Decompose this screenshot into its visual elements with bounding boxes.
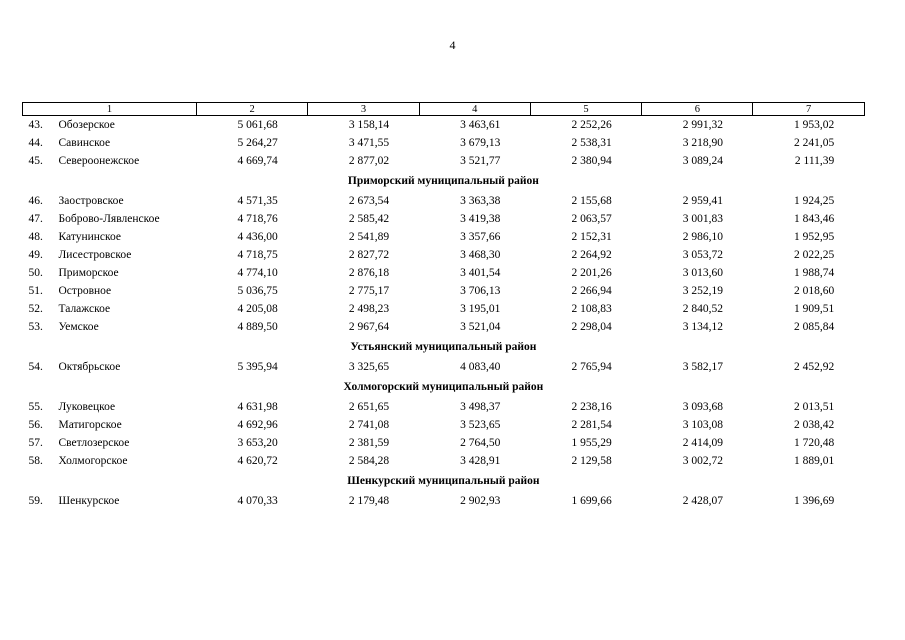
table-row [23, 452, 865, 470]
value-cell: 2 452,92 [794, 361, 835, 373]
value-cell: 1 952,95 [794, 231, 835, 243]
value-cell: 3 463,61 [460, 119, 501, 131]
value-cell: 3 093,68 [682, 401, 723, 413]
row-number: 49. [28, 249, 43, 261]
settlement-cell [23, 300, 197, 318]
row-number: 57. [28, 437, 43, 449]
column-header: 2 [197, 103, 308, 116]
value-cell: 2 238,16 [571, 401, 612, 413]
value-cell: 2 741,08 [348, 419, 390, 431]
value-cell: 2 281,54 [571, 419, 612, 431]
value-cell: 1 909,51 [794, 303, 835, 315]
value-cell: 2 498,23 [348, 303, 390, 315]
table-row [23, 246, 865, 264]
value-cell: 3 002,72 [682, 455, 723, 467]
value-cell: 3 089,24 [682, 155, 723, 167]
value-cell: 2 538,31 [571, 137, 612, 149]
value-cell: 3 013,60 [682, 267, 723, 279]
value-cell: 3 103,08 [682, 419, 723, 431]
value-cell: 3 521,04 [460, 321, 501, 333]
table-row [23, 192, 865, 210]
value-cell: 2 986,10 [682, 231, 723, 243]
row-number: 47. [28, 213, 43, 225]
value-cell: 2 381,59 [348, 437, 390, 449]
value-cell: 4 669,74 [237, 155, 278, 167]
value-cell: 5 395,94 [237, 361, 278, 373]
value-cell: 3 218,90 [682, 137, 723, 149]
table-row [23, 264, 865, 282]
value-cell: 3 706,13 [460, 285, 501, 297]
section-row [23, 376, 865, 398]
column-header: 5 [530, 103, 641, 116]
table-body [23, 116, 865, 511]
settlement-name: Заостровское [58, 195, 124, 207]
value-cell: 3 158,14 [348, 119, 390, 131]
value-cell: 2 673,54 [348, 195, 390, 207]
value-cell: 4 571,35 [237, 195, 278, 207]
section-row [23, 170, 865, 192]
value-cell: 3 357,66 [460, 231, 501, 243]
settlement-cell [23, 492, 197, 510]
section-title: Холмогорский муниципальный район [343, 381, 544, 393]
settlement-name: Лисестровское [58, 249, 132, 261]
value-cell: 1 953,02 [794, 119, 835, 131]
table-row [23, 228, 865, 246]
value-cell: 4 070,33 [237, 495, 278, 507]
value-cell: 3 325,65 [348, 361, 390, 373]
settlement-name: Светлозерское [58, 437, 130, 449]
table-row [23, 282, 865, 300]
table-row [23, 134, 865, 152]
value-cell: 4 083,40 [460, 361, 501, 373]
value-cell: 2 129,58 [571, 455, 612, 467]
value-cell: 3 001,83 [682, 213, 723, 225]
value-cell: 2 111,39 [794, 155, 835, 167]
value-cell: 4 692,96 [237, 419, 278, 431]
table-row [23, 398, 865, 416]
table-row [23, 358, 865, 376]
row-number: 45. [28, 155, 43, 167]
value-cell: 2 264,92 [571, 249, 612, 261]
value-cell: 4 718,75 [237, 249, 278, 261]
column-header: 4 [419, 103, 530, 116]
value-cell: 4 774,10 [237, 267, 278, 279]
settlement-name: Боброво-Лявленское [58, 213, 160, 225]
table-row [23, 416, 865, 434]
table-row [23, 300, 865, 318]
value-cell: 4 889,50 [237, 321, 278, 333]
column-header: 3 [308, 103, 419, 116]
row-number: 44. [28, 137, 43, 149]
value-cell: 2 991,32 [682, 119, 723, 131]
value-cell: 2 428,07 [682, 495, 723, 507]
section-title: Устьянский муниципальный район [350, 341, 537, 353]
data-table [22, 102, 865, 510]
value-cell: 2 840,52 [682, 303, 723, 315]
settlement-name: Октябрьское [58, 361, 121, 373]
section-row [23, 336, 865, 358]
value-cell: 2 013,51 [794, 401, 835, 413]
row-number: 56. [28, 419, 43, 431]
value-cell: 2 179,48 [348, 495, 390, 507]
row-number: 53. [28, 321, 43, 333]
value-cell: 2 022,25 [794, 249, 835, 261]
value-cell: 2 241,05 [794, 137, 835, 149]
value-cell: 3 679,13 [460, 137, 501, 149]
settlement-name: Островное [58, 285, 112, 297]
page-number: 4 [449, 38, 456, 52]
row-number: 48. [28, 231, 43, 243]
value-cell: 5 036,75 [237, 285, 278, 297]
header-row [23, 103, 865, 116]
settlement-name: Савинское [58, 137, 111, 149]
value-cell: 5 061,68 [237, 119, 278, 131]
settlement-cell [23, 116, 197, 135]
column-header: 1 [23, 103, 197, 116]
value-cell: 2 959,41 [682, 195, 723, 207]
section-title: Шенкурский муниципальный район [347, 475, 540, 487]
section-title: Приморский муниципальный район [347, 175, 539, 187]
value-cell: 2 266,94 [571, 285, 612, 297]
value-cell: 2 414,09 [682, 437, 723, 449]
value-cell: 3 419,38 [460, 213, 501, 225]
settlement-cell [23, 228, 197, 246]
settlement-name: Приморское [58, 267, 119, 279]
value-cell: 2 155,68 [571, 195, 612, 207]
settlement-cell [23, 318, 197, 336]
value-cell: 2 876,18 [348, 267, 390, 279]
value-cell: 4 631,98 [237, 401, 278, 413]
value-cell: 1 843,46 [794, 213, 835, 225]
settlement-cell [23, 416, 197, 434]
value-cell: 2 877,02 [348, 155, 390, 167]
row-number: 55. [28, 401, 43, 413]
value-cell: 3 468,30 [460, 249, 501, 261]
value-cell: 2 651,65 [348, 401, 390, 413]
settlement-cell [23, 264, 197, 282]
value-cell: 1 699,66 [571, 495, 612, 507]
value-cell: 2 827,72 [348, 249, 390, 261]
row-number: 54. [28, 361, 43, 373]
value-cell: 1 988,74 [794, 267, 835, 279]
settlement-cell [23, 452, 197, 470]
table-row [23, 210, 865, 228]
row-number: 52. [28, 303, 43, 315]
value-cell: 1 720,48 [794, 437, 835, 449]
value-cell: 1 396,69 [794, 495, 835, 507]
value-cell: 2 585,42 [348, 213, 390, 225]
value-cell: 1 924,25 [794, 195, 835, 207]
value-cell: 2 063,57 [571, 213, 612, 225]
table-row [23, 492, 865, 510]
row-number: 46. [28, 195, 43, 207]
value-cell: 2 018,60 [794, 285, 835, 297]
value-cell: 2 584,28 [348, 455, 390, 467]
value-cell: 3 195,01 [460, 303, 501, 315]
value-cell: 3 363,38 [460, 195, 501, 207]
settlement-name: Луковецкое [58, 401, 116, 413]
table-row [23, 318, 865, 336]
value-cell: 3 582,17 [682, 361, 723, 373]
value-cell: 2 085,84 [794, 321, 835, 333]
value-cell: 2 152,31 [571, 231, 612, 243]
value-cell: 2 108,83 [571, 303, 612, 315]
row-number: 51. [28, 285, 43, 297]
value-cell: 2 902,93 [460, 495, 501, 507]
settlement-cell [23, 246, 197, 264]
value-cell: 3 498,37 [460, 401, 501, 413]
value-cell: 5 264,27 [237, 137, 278, 149]
value-cell: 2 252,26 [571, 119, 612, 131]
value-cell: 4 205,08 [237, 303, 278, 315]
settlement-cell [23, 152, 197, 170]
settlement-name: Уемское [58, 321, 99, 333]
row-number: 43. [28, 119, 43, 131]
value-cell: 4 718,76 [237, 213, 278, 225]
settlement-cell [23, 434, 197, 452]
row-number: 50. [28, 267, 43, 279]
value-cell: 3 053,72 [682, 249, 723, 261]
value-cell: 3 252,19 [682, 285, 723, 297]
settlement-name: Обозерское [58, 119, 115, 131]
settlement-name: Талажское [58, 303, 111, 315]
value-cell: 2 775,17 [348, 285, 390, 297]
value-cell: 3 428,91 [460, 455, 501, 467]
section-row [23, 470, 865, 492]
value-cell: 2 967,64 [348, 321, 390, 333]
value-cell: 1 889,01 [794, 455, 835, 467]
column-header: 7 [753, 103, 864, 116]
row-number: 59. [28, 495, 43, 507]
value-cell: 2 541,89 [348, 231, 390, 243]
settlement-cell [23, 210, 197, 228]
value-cell: 3 521,77 [460, 155, 501, 167]
value-cell: 3 134,12 [682, 321, 723, 333]
settlement-name: Матигорское [58, 419, 122, 431]
row-number: 58. [28, 455, 43, 467]
value-cell: 3 523,65 [460, 419, 501, 431]
value-cell: 3 653,20 [237, 437, 278, 449]
settlement-name: Североонежское [58, 155, 140, 167]
value-cell: 2 201,26 [571, 267, 612, 279]
settlement-name: Шенкурское [58, 495, 120, 507]
value-cell: 2 298,04 [571, 321, 612, 333]
settlement-cell [23, 282, 197, 300]
value-cell: 4 436,00 [237, 231, 278, 243]
value-cell: 2 765,94 [571, 361, 612, 373]
value-cell: 3 401,54 [460, 267, 501, 279]
table-row [23, 116, 865, 135]
settlement-cell [23, 134, 197, 152]
value-cell: 3 471,55 [348, 137, 390, 149]
value-cell: 4 620,72 [237, 455, 278, 467]
table-row [23, 434, 865, 452]
value-cell: 2 380,94 [571, 155, 612, 167]
value-cell: 2 764,50 [460, 437, 501, 449]
table-header [23, 103, 865, 116]
settlement-cell [23, 358, 197, 376]
value-cell: 2 038,42 [794, 419, 835, 431]
column-header: 6 [642, 103, 753, 116]
settlement-cell [23, 192, 197, 210]
table-row [23, 152, 865, 170]
settlement-cell [23, 398, 197, 416]
value-cell: 1 955,29 [571, 437, 612, 449]
settlement-name: Холмогорское [58, 455, 128, 467]
settlement-name: Катунинское [58, 231, 122, 243]
